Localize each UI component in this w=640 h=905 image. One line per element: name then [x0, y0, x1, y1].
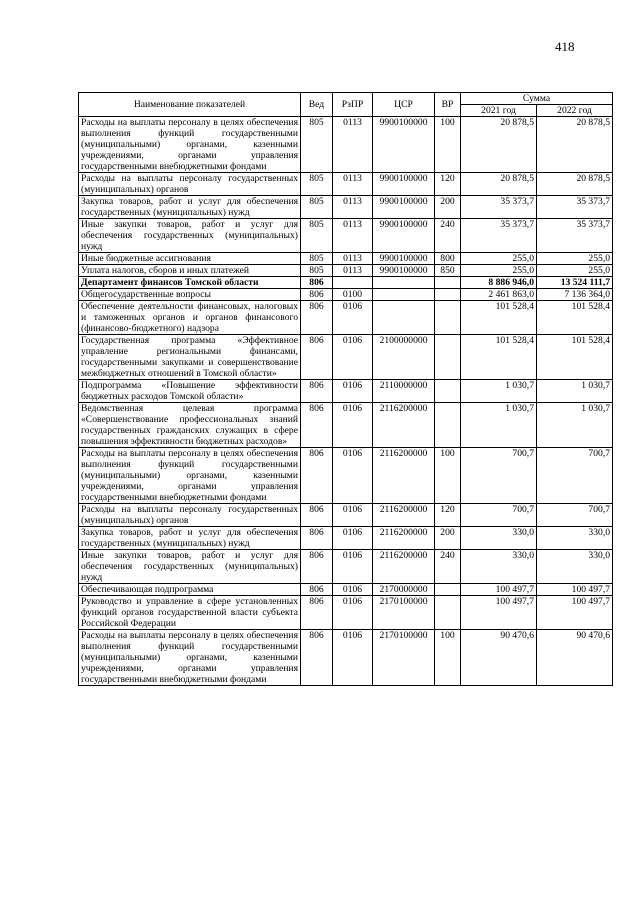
row-ved: 806: [301, 527, 333, 550]
header-vr: ВР: [435, 93, 461, 117]
row-sum-2022: 330,0: [537, 550, 613, 584]
row-csr: [373, 289, 435, 301]
row-name: Обеспечивающая подпрограмма: [79, 584, 301, 596]
row-rzpr: 0106: [333, 335, 373, 380]
row-vr: [435, 380, 461, 403]
table-row: [79, 596, 613, 630]
row-ved: 806: [301, 504, 333, 527]
row-sum-2022: 100 497,7: [537, 584, 613, 596]
row-csr: 9900100000: [373, 117, 435, 173]
row-vr: 200: [435, 527, 461, 550]
row-ved: 806: [301, 448, 333, 504]
row-name: Подпрограмма «Повышение эффективности бюджетных расходов Томской области»: [79, 380, 301, 403]
row-name: Расходы на выплаты персоналу в целях обеспечения выполнения функций государственными (муниципальными) органами, казенными учреждениями, органами управления государственными внебюджетными фондами: [79, 448, 301, 504]
row-rzpr: 0106: [333, 448, 373, 504]
row-sum-2022: 35 373,7: [537, 219, 613, 253]
table-row: [79, 173, 613, 196]
row-vr: 240: [435, 219, 461, 253]
header-csr: ЦСР: [373, 93, 435, 117]
table-row: [79, 196, 613, 219]
row-vr: 200: [435, 196, 461, 219]
row-ved: 806: [301, 550, 333, 584]
row-csr: 2116200000: [373, 504, 435, 527]
row-sum-2021: 1 030,7: [461, 403, 537, 448]
row-vr: [435, 335, 461, 380]
row-sum-2021: 330,0: [461, 550, 537, 584]
row-vr: [435, 403, 461, 448]
row-vr: 100: [435, 630, 461, 686]
row-name: Уплата налогов, сборов и иных платежей: [79, 265, 301, 277]
row-rzpr: 0106: [333, 584, 373, 596]
row-ved: 806: [301, 301, 333, 335]
row-csr: 2116200000: [373, 448, 435, 504]
row-rzpr: 0113: [333, 173, 373, 196]
table-row: [79, 584, 613, 596]
header-sum: Сумма: [461, 93, 613, 105]
row-rzpr: [333, 277, 373, 289]
row-csr: 2100000000: [373, 335, 435, 380]
row-sum-2022: 330,0: [537, 527, 613, 550]
row-ved: 806: [301, 289, 333, 301]
row-name: Государственная программа «Эффективное управление региональными финансами, государственными закупками и совершенствование межбюджетных отношений в Томской области»: [79, 335, 301, 380]
table-row: [79, 289, 613, 301]
row-vr: 240: [435, 550, 461, 584]
row-csr: [373, 301, 435, 335]
row-ved: 806: [301, 596, 333, 630]
row-ved: 805: [301, 253, 333, 265]
row-name: Обеспечение деятельности финансовых, налоговых и таможенных органов и органов финансового (финансово-бюджетного) надзора: [79, 301, 301, 335]
table-row: [79, 219, 613, 253]
table-row: [79, 448, 613, 504]
row-csr: 2170100000: [373, 630, 435, 686]
row-csr: 9900100000: [373, 265, 435, 277]
row-ved: 806: [301, 630, 333, 686]
row-sum-2022: 101 528,4: [537, 335, 613, 380]
row-ved: 805: [301, 219, 333, 253]
row-csr: [373, 277, 435, 289]
row-rzpr: 0106: [333, 380, 373, 403]
row-csr: 2116200000: [373, 403, 435, 448]
row-rzpr: 0113: [333, 253, 373, 265]
row-sum-2021: 101 528,4: [461, 335, 537, 380]
row-sum-2021: 330,0: [461, 527, 537, 550]
row-sum-2021: 700,7: [461, 448, 537, 504]
row-ved: 805: [301, 117, 333, 173]
row-name: Закупка товаров, работ и услуг для обеспечения государственных (муниципальных) нужд: [79, 527, 301, 550]
row-sum-2021: 700,7: [461, 504, 537, 527]
row-csr: 2116200000: [373, 527, 435, 550]
row-name: Иные бюджетные ассигнования: [79, 253, 301, 265]
row-vr: [435, 277, 461, 289]
row-vr: [435, 301, 461, 335]
row-sum-2022: 101 528,4: [537, 301, 613, 335]
row-name: Расходы на выплаты персоналу государственных (муниципальных) органов: [79, 504, 301, 527]
row-sum-2022: 20 878,5: [537, 117, 613, 173]
row-vr: [435, 584, 461, 596]
table-row: [79, 527, 613, 550]
row-sum-2021: 101 528,4: [461, 301, 537, 335]
row-name: Иные закупки товаров, работ и услуг для обеспечения государственных (муниципальных) нужд: [79, 219, 301, 253]
row-csr: 9900100000: [373, 196, 435, 219]
row-rzpr: 0113: [333, 265, 373, 277]
header-name: Наименование показателей: [79, 93, 301, 117]
row-name: Иные закупки товаров, работ и услуг для обеспечения государственных (муниципальных) нужд: [79, 550, 301, 584]
table-row: [79, 253, 613, 265]
row-sum-2022: 255,0: [537, 253, 613, 265]
row-sum-2021: 35 373,7: [461, 219, 537, 253]
page-number: 418: [555, 39, 575, 54]
header-year-2021: 2021 год: [461, 105, 537, 117]
row-csr: 9900100000: [373, 219, 435, 253]
table-row: [79, 265, 613, 277]
table-row: [79, 403, 613, 448]
row-name: Расходы на выплаты персоналу государственных (муниципальных) органов: [79, 173, 301, 196]
row-rzpr: 0106: [333, 403, 373, 448]
row-sum-2022: 90 470,6: [537, 630, 613, 686]
table-row: [79, 630, 613, 686]
row-ved: 805: [301, 173, 333, 196]
row-sum-2021: 20 878,5: [461, 117, 537, 173]
row-sum-2022: 20 878,5: [537, 173, 613, 196]
row-sum-2022: 255,0: [537, 265, 613, 277]
row-sum-2021: 90 470,6: [461, 630, 537, 686]
row-ved: 805: [301, 265, 333, 277]
table-row: [79, 301, 613, 335]
header-rzpr: РзПР: [333, 93, 373, 117]
row-rzpr: 0106: [333, 527, 373, 550]
row-vr: 120: [435, 504, 461, 527]
table-row: [79, 380, 613, 403]
row-sum-2022: 700,7: [537, 504, 613, 527]
row-sum-2022: 13 524 111,7: [537, 277, 613, 289]
row-sum-2022: 7 136 364,0: [537, 289, 613, 301]
row-ved: 806: [301, 584, 333, 596]
row-rzpr: 0106: [333, 301, 373, 335]
table-row: [79, 550, 613, 584]
row-name: Расходы на выплаты персоналу в целях обеспечения выполнения функций государственными (муниципальными) органами, казенными учреждениями, органами управления государственными внебюджетными фондами: [79, 117, 301, 173]
table-row: [79, 504, 613, 527]
row-sum-2022: 700,7: [537, 448, 613, 504]
row-rzpr: 0113: [333, 196, 373, 219]
row-sum-2021: 100 497,7: [461, 596, 537, 630]
row-sum-2021: 35 373,7: [461, 196, 537, 219]
row-csr: 9900100000: [373, 173, 435, 196]
row-sum-2021: 100 497,7: [461, 584, 537, 596]
row-sum-2021: 20 878,5: [461, 173, 537, 196]
row-rzpr: 0106: [333, 596, 373, 630]
row-csr: 9900100000: [373, 253, 435, 265]
row-vr: 850: [435, 265, 461, 277]
row-rzpr: 0106: [333, 630, 373, 686]
row-name: Закупка товаров, работ и услуг для обеспечения государственных (муниципальных) нужд: [79, 196, 301, 219]
row-rzpr: 0100: [333, 289, 373, 301]
table-row: [79, 117, 613, 173]
row-name: Руководство и управление в сфере установленных функций органов государственной власти субъекта Российской Федерации: [79, 596, 301, 630]
row-vr: 120: [435, 173, 461, 196]
row-name: Ведомственная целевая программа «Совершенствование профессиональных знаний государственных гражданских служащих в сфере повышения эффективности бюджетных расходов»: [79, 403, 301, 448]
row-csr: 2170000000: [373, 584, 435, 596]
row-sum-2021: 255,0: [461, 253, 537, 265]
row-ved: 806: [301, 380, 333, 403]
row-sum-2021: 8 886 946,0: [461, 277, 537, 289]
row-rzpr: 0113: [333, 219, 373, 253]
row-sum-2021: 1 030,7: [461, 380, 537, 403]
row-sum-2021: 2 461 863,0: [461, 289, 537, 301]
row-sum-2022: 1 030,7: [537, 380, 613, 403]
row-csr: 2110000000: [373, 380, 435, 403]
row-vr: 100: [435, 117, 461, 173]
row-ved: 806: [301, 403, 333, 448]
row-rzpr: 0106: [333, 550, 373, 584]
row-ved: 806: [301, 335, 333, 380]
row-csr: 2116200000: [373, 550, 435, 584]
row-name: Департамент финансов Томской области: [79, 277, 301, 289]
row-sum-2022: 35 373,7: [537, 196, 613, 219]
row-ved: 806: [301, 277, 333, 289]
row-sum-2022: 100 497,7: [537, 596, 613, 630]
row-sum-2022: 1 030,7: [537, 403, 613, 448]
row-vr: 100: [435, 448, 461, 504]
budget-table: [78, 92, 613, 686]
row-name: Общегосударственные вопросы: [79, 289, 301, 301]
row-csr: 2170100000: [373, 596, 435, 630]
row-rzpr: 0113: [333, 117, 373, 173]
table-row: [79, 335, 613, 380]
row-vr: [435, 596, 461, 630]
row-rzpr: 0106: [333, 504, 373, 527]
row-ved: 805: [301, 196, 333, 219]
row-vr: [435, 289, 461, 301]
row-name: Расходы на выплаты персоналу в целях обеспечения выполнения функций государственными (муниципальными) органами, казенными учреждениями, органами управления государственными внебюджетными фондами: [79, 630, 301, 686]
table-row: [79, 277, 613, 289]
row-sum-2021: 255,0: [461, 265, 537, 277]
header-year-2022: 2022 год: [537, 105, 613, 117]
header-ved: Вед: [301, 93, 333, 117]
row-vr: 800: [435, 253, 461, 265]
